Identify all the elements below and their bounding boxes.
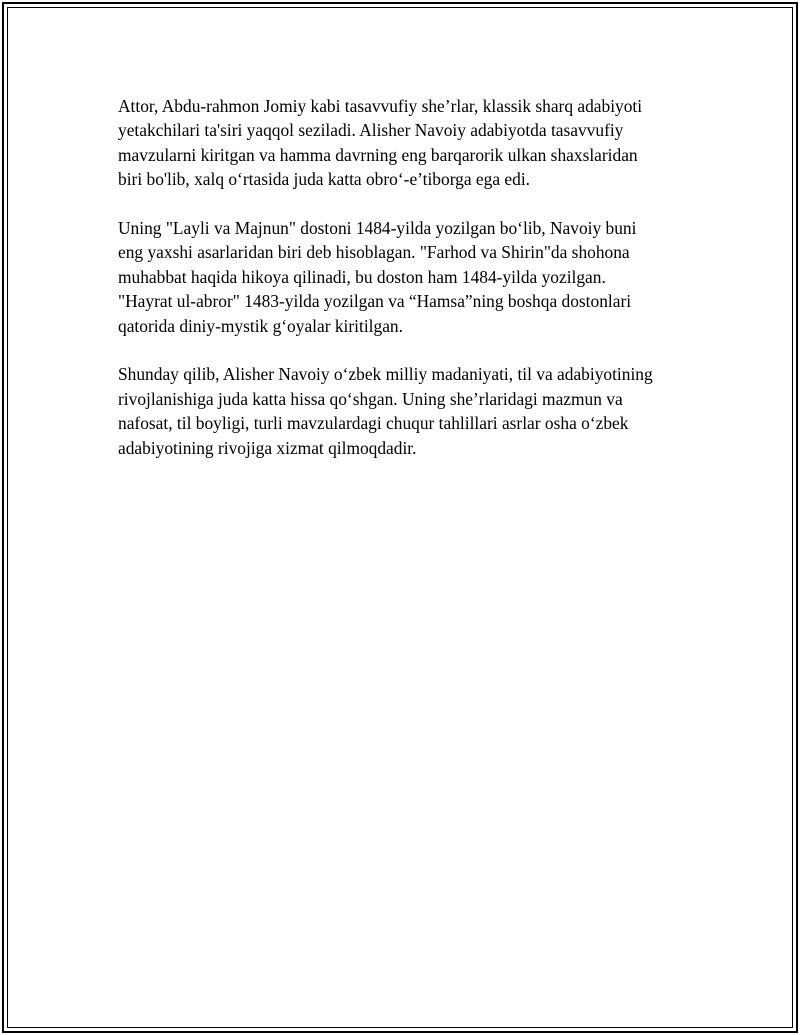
paragraph-line: adabiyotining rivojiga xizmat qilmoqdadir. [118,437,417,458]
paragraph-line: eng yaxshi asarlaridan biri deb hisoblagan. "Farhod va Shirin"da shohona [118,242,630,263]
paragraph-line: Shunday qilib, Alisher Navoiy o‘zbek milliy madaniyati, til va adabiyotining [118,364,653,385]
paragraph-line: Attor, Abdu-rahmon Jomiy kabi tasavvufiy she’rlar, klassik sharq adabiyoti [118,96,643,116]
paragraph-1 [118,94,693,192]
paragraph-3 [118,362,693,460]
paragraph-line: yetakchilari ta'siri yaqqol seziladi. Alisher Navoiy adabiyotda tasavvufiy [118,120,624,141]
paragraph-line: rivojlanishiga juda katta hissa qo‘shgan. Uning she’rlaridagi mazmun va [118,388,623,409]
paragraph-line: Uning "Layli va Majnun" dostoni 1484-yilda yozilgan bo‘lib, Navoiy buni [118,218,637,239]
document-body [118,94,693,484]
paragraph-line: biri bo'lib, xalq o‘rtasida juda katta obro‘-e’tiborga ega edi. [118,169,531,190]
paragraph-line: mavzularni kiritgan va hamma davrning eng barqarorik ulkan shaxslaridan [118,144,638,165]
paragraph-line: qatorida diniy-mystik g‘oyalar kiritilgan. [118,315,403,336]
paragraph-line: nafosat, til boyligi, turli mavzulardagi chuqur tahlillari asrlar osha o‘zbek [118,413,629,434]
paragraph-2 [118,216,693,338]
paragraph-line: "Hayrat ul-abror" 1483-yilda yozilgan va “Hamsa”ning boshqa dostonlari [118,291,632,312]
paragraph-line: muhabbat haqida hikoya qilinadi, bu doston ham 1484-yilda yozilgan. [118,266,606,287]
